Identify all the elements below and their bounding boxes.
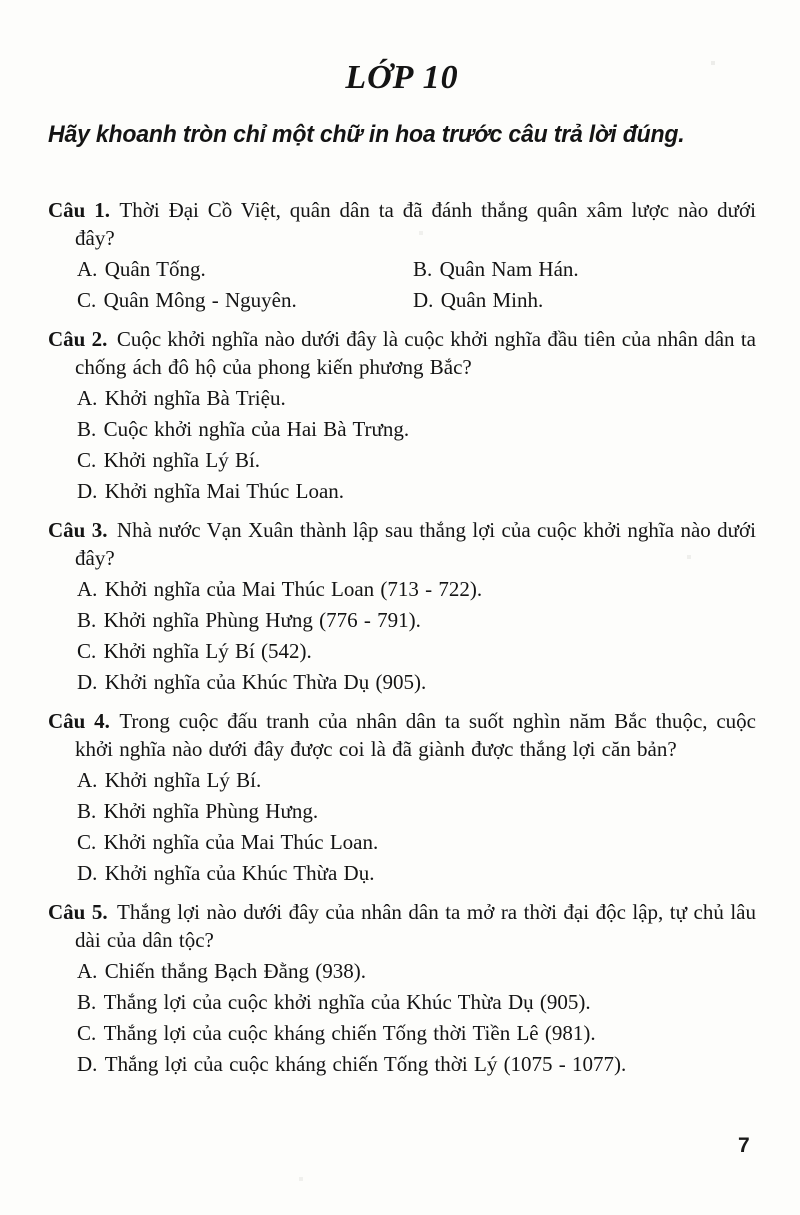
- option-letter: B.: [77, 417, 97, 441]
- page-title: LỚP 10: [345, 59, 459, 96]
- question-label: Câu 1.: [48, 198, 110, 222]
- question-body: Thắng lợi nào dưới đây của nhân dân ta mở ra thời đại độc lập, tự chủ lâu dài của dân tộc?: [75, 900, 756, 952]
- option-group: [77, 383, 756, 507]
- option-letter: C.: [77, 288, 97, 312]
- answer-option-d: [77, 476, 756, 507]
- option-letter: D.: [413, 288, 434, 312]
- option-text: Khởi nghĩa của Khúc Thừa Dụ.: [104, 861, 375, 885]
- scan-noise: [0, 0, 2, 2]
- option-text: Quân Mông - Nguyên.: [103, 288, 297, 312]
- question-label: Câu 3.: [48, 518, 108, 542]
- question-body: Trong cuộc đấu tranh của nhân dân ta suốt nghìn năm Bắc thuộc, cuộc khởi nghĩa nào dưới đây được coi là đã giành được thắng lợi căn bản?: [75, 709, 756, 761]
- answer-option-d: [77, 1049, 756, 1080]
- option-text: Quân Nam Hán.: [439, 257, 579, 281]
- option-text: Khởi nghĩa của Mai Thúc Loan.: [103, 830, 379, 854]
- answer-option-d: [413, 285, 756, 316]
- answer-option-d: [77, 858, 756, 889]
- answer-option-c: [77, 636, 756, 667]
- option-text: Khởi nghĩa Phùng Hưng (776 - 791).: [103, 608, 421, 632]
- option-group: [77, 574, 756, 698]
- page-number: 7: [738, 1134, 750, 1157]
- option-letter: C.: [77, 448, 97, 472]
- question-3: [48, 516, 756, 698]
- question-list: [48, 196, 756, 1080]
- answer-option-c: [77, 445, 756, 476]
- option-text: Thắng lợi của cuộc khởi nghĩa của Khúc Thừa Dụ (905).: [103, 990, 591, 1014]
- option-text: Khởi nghĩa Lý Bí.: [104, 768, 262, 792]
- question-text: [48, 516, 756, 572]
- question-body: Cuộc khởi nghĩa nào dưới đây là cuộc khởi nghĩa đầu tiên của nhân dân ta chống ách đô hộ của phong kiến phương Bắc?: [75, 327, 756, 379]
- option-letter: A.: [77, 577, 98, 601]
- answer-option-a: [77, 765, 756, 796]
- question-text: [48, 707, 756, 763]
- option-letter: B.: [77, 990, 97, 1014]
- answer-option-c: [77, 1018, 756, 1049]
- option-text: Khởi nghĩa Lý Bí (542).: [103, 639, 312, 663]
- question-label: Câu 4.: [48, 709, 110, 733]
- option-letter: D.: [77, 1052, 98, 1076]
- option-letter: C.: [77, 639, 97, 663]
- option-letter: B.: [413, 257, 433, 281]
- option-text: Thắng lợi của cuộc kháng chiến Tống thời Tiền Lê (981).: [103, 1021, 596, 1045]
- question-body: Thời Đại Cồ Việt, quân dân ta đã đánh thắng quân xâm lược nào dưới đây?: [75, 198, 756, 250]
- answer-option-c: [77, 827, 756, 858]
- question-text: [48, 325, 756, 381]
- answer-option-b: [77, 796, 756, 827]
- question-text: [48, 898, 756, 954]
- answer-option-a: [77, 574, 756, 605]
- option-group: [77, 254, 756, 316]
- question-text: [48, 196, 756, 252]
- option-text: Quân Minh.: [440, 288, 544, 312]
- answer-option-a: [77, 254, 413, 285]
- option-group: [77, 956, 756, 1080]
- question-label: Câu 5.: [48, 900, 108, 924]
- option-text: Khởi nghĩa của Mai Thúc Loan (713 - 722).: [104, 577, 483, 601]
- option-letter: B.: [77, 608, 97, 632]
- option-text: Cuộc khởi nghĩa của Hai Bà Trưng.: [103, 417, 410, 441]
- question-5: [48, 898, 756, 1080]
- question-label: Câu 2.: [48, 327, 108, 351]
- answer-option-a: [77, 383, 756, 414]
- question-body: Nhà nước Vạn Xuân thành lập sau thắng lợi của cuộc khởi nghĩa nào dưới đây?: [75, 518, 756, 570]
- question-4: [48, 707, 756, 889]
- option-text: Chiến thắng Bạch Đằng (938).: [104, 959, 366, 983]
- option-letter: B.: [77, 799, 97, 823]
- option-letter: A.: [77, 768, 98, 792]
- answer-option-b: [77, 414, 756, 445]
- option-letter: A.: [77, 959, 98, 983]
- answer-option-d: [77, 667, 756, 698]
- option-letter: D.: [77, 670, 98, 694]
- instruction-text: Hãy khoanh tròn chỉ một chữ in hoa trước câu trả lời đúng.: [48, 121, 685, 148]
- option-letter: D.: [77, 861, 98, 885]
- option-letter: D.: [77, 479, 98, 503]
- option-letter: A.: [77, 386, 98, 410]
- option-text: Khởi nghĩa Mai Thúc Loan.: [104, 479, 345, 503]
- option-text: Khởi nghĩa Phùng Hưng.: [103, 799, 319, 823]
- option-group: [77, 765, 756, 889]
- option-text: Khởi nghĩa Lý Bí.: [103, 448, 261, 472]
- option-letter: A.: [77, 257, 98, 281]
- answer-option-b: [77, 605, 756, 636]
- answer-option-b: [77, 987, 756, 1018]
- option-letter: C.: [77, 1021, 97, 1045]
- answer-option-b: [413, 254, 756, 285]
- option-letter: C.: [77, 830, 97, 854]
- answer-option-c: [77, 285, 413, 316]
- option-text: Quân Tống.: [104, 257, 206, 281]
- option-text: Khởi nghĩa của Khúc Thừa Dụ (905).: [104, 670, 427, 694]
- option-text: Khởi nghĩa Bà Triệu.: [104, 386, 286, 410]
- question-1: [48, 196, 756, 316]
- option-text: Thắng lợi của cuộc kháng chiến Tống thời Lý (1075 - 1077).: [104, 1052, 627, 1076]
- answer-option-a: [77, 956, 756, 987]
- question-2: [48, 325, 756, 507]
